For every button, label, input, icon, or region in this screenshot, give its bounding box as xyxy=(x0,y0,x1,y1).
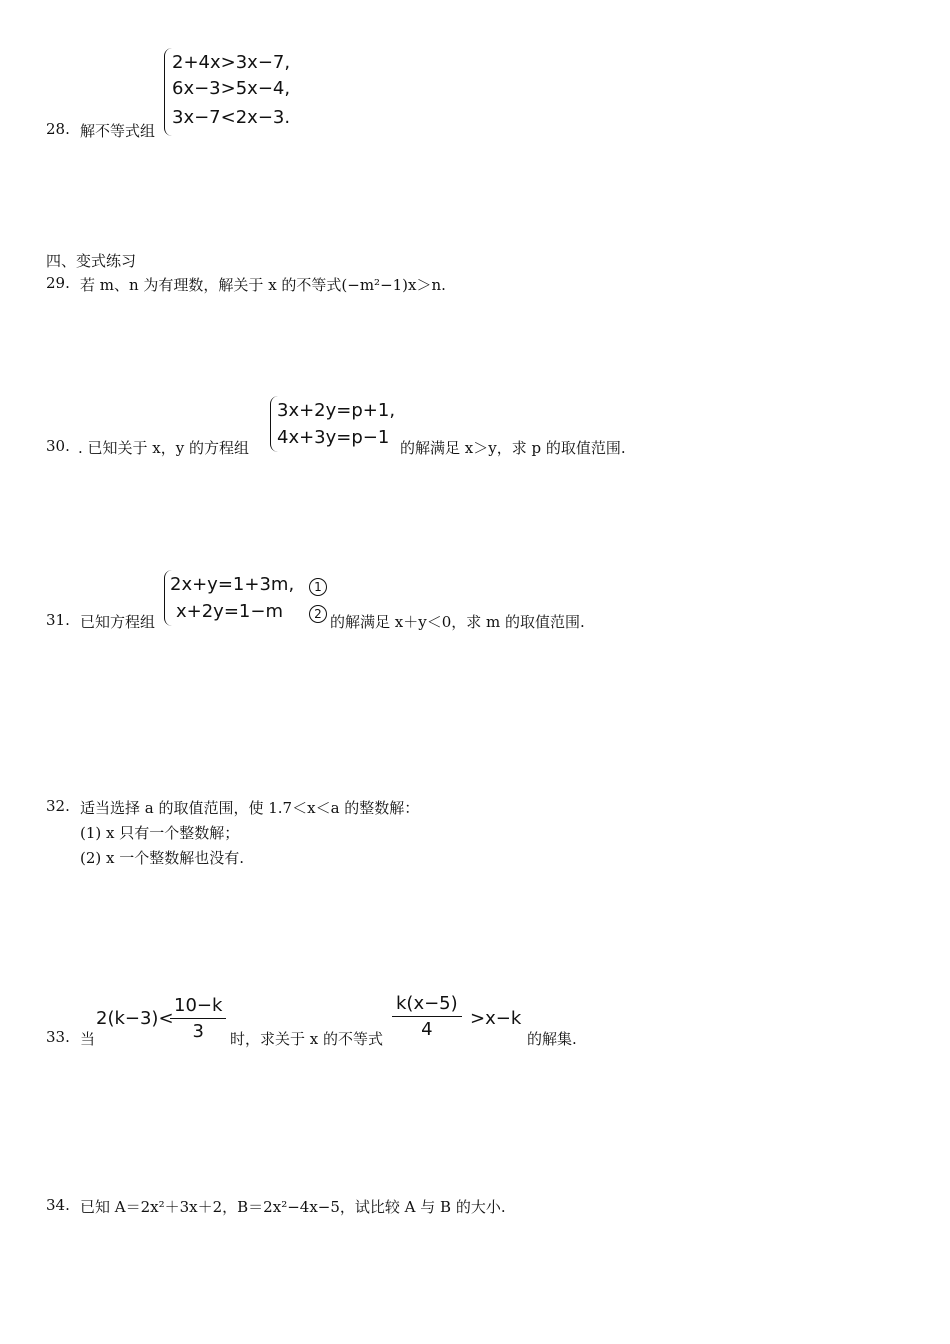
q32-sub2: (2) x 一个整数解也没有. xyxy=(80,849,245,867)
circled-number-2: 2 xyxy=(309,605,327,623)
q32-text: 适当选择 a 的取值范围，使 1.7＜x＜a 的整数解： xyxy=(80,799,420,817)
q33-frac1-numerator: 10−k xyxy=(170,995,226,1019)
q28-number: 28. xyxy=(46,120,70,138)
q28-line1: 2+4x>3x−7, xyxy=(172,52,291,73)
q33-rhs: >x−k xyxy=(470,1008,522,1029)
q28-line3: 3x−7<2x−3. xyxy=(172,107,291,128)
q30-line1: 3x+2y=p+1, xyxy=(277,400,396,421)
q30-number: 30. xyxy=(46,437,70,455)
section-heading: 四、变式练习 xyxy=(46,252,137,270)
q33-number: 33. xyxy=(46,1028,70,1046)
q33-frac1-denominator: 3 xyxy=(192,1021,204,1042)
q31-line1: 2x+y=1+3m, xyxy=(170,574,295,595)
q31-line2: x+2y=1−m xyxy=(176,601,283,622)
q28-prefix: 解不等式组 xyxy=(80,122,156,140)
q30-suffix: 的解满足 x＞y，求 p 的取值范围. xyxy=(400,439,626,457)
q33-prefix: 当 xyxy=(80,1030,96,1048)
q33-fraction-1 xyxy=(170,995,226,1042)
q33-frac2-numerator: k(x−5) xyxy=(392,993,462,1017)
q33-fraction-2 xyxy=(392,993,462,1040)
q31-circled-1 xyxy=(309,577,327,596)
q32-sub1: (1) x 只有一个整数解； xyxy=(80,824,240,842)
q31-number: 31. xyxy=(46,611,70,629)
q32-number: 32. xyxy=(46,797,70,815)
q28-line2: 6x−3>5x−4, xyxy=(172,78,291,99)
q33-frac2-denominator: 4 xyxy=(421,1019,433,1040)
q33-lhs: 2(k−3)< xyxy=(96,1008,174,1029)
q33-suffix: 的解集. xyxy=(527,1030,577,1048)
q29-text: 若 m、n 为有理数，解关于 x 的不等式(−m²−1)x＞n. xyxy=(80,276,446,294)
q31-prefix: 已知方程组 xyxy=(80,613,156,631)
q31-circled-2 xyxy=(309,604,327,623)
q30-line2: 4x+3y=p−1 xyxy=(277,427,390,448)
q34-text: 已知 A＝2x²＋3x＋2，B＝2x²−4x−5，试比较 A 与 B 的大小. xyxy=(80,1198,506,1216)
circled-number-1: 1 xyxy=(309,578,327,596)
q29-number: 29. xyxy=(46,274,70,292)
q31-suffix: 的解满足 x＋y＜0，求 m 的取值范围. xyxy=(330,613,585,631)
q33-middle: 时，求关于 x 的不等式 xyxy=(230,1030,383,1048)
q30-prefix: . 已知关于 x，y 的方程组 xyxy=(78,439,250,457)
q34-number: 34. xyxy=(46,1196,70,1214)
